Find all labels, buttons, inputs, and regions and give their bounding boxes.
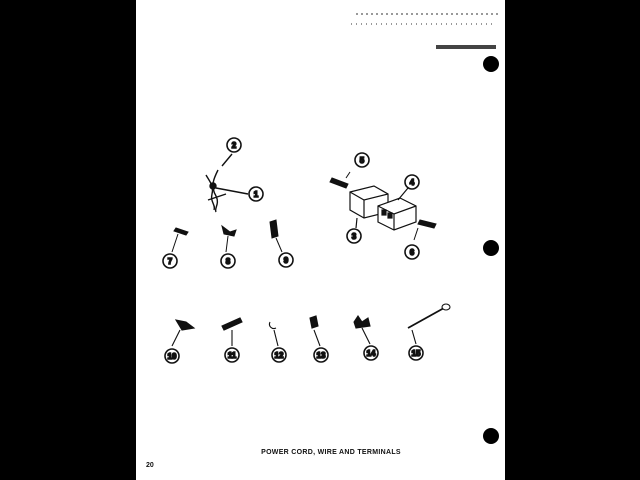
callout-label: 9 <box>283 256 289 265</box>
callout-7 <box>163 254 177 268</box>
callouts <box>163 138 423 363</box>
callout-label: 14 <box>366 349 376 358</box>
part-power-cord <box>206 154 248 212</box>
binder-hole-middle <box>483 240 499 256</box>
callout-label: 6 <box>409 248 415 257</box>
callout-12 <box>272 348 286 362</box>
diagram-page <box>136 0 505 480</box>
callout-label: 1 <box>253 190 259 199</box>
callout-9 <box>279 253 293 267</box>
callout-6 <box>405 245 419 259</box>
callout-label: 7 <box>167 257 173 266</box>
callout-label: 13 <box>316 351 326 360</box>
binder-hole-bottom <box>483 428 499 444</box>
callout-2 <box>227 138 241 152</box>
callout-label: 4 <box>409 178 415 187</box>
callout-label: 2 <box>231 141 237 150</box>
callout-11 <box>225 348 239 362</box>
callout-label: 5 <box>359 156 365 165</box>
callout-1 <box>249 187 263 201</box>
part-terminals-row3 <box>172 304 450 346</box>
callout-14 <box>364 346 378 360</box>
parts-diagram <box>136 0 505 480</box>
binder-hole-top <box>483 56 499 72</box>
callout-label: 15 <box>411 349 421 358</box>
callout-10 <box>165 349 179 363</box>
callout-label: 12 <box>274 351 284 360</box>
callout-label: 8 <box>225 257 231 266</box>
callout-5 <box>355 153 369 167</box>
scan-noise <box>351 14 501 49</box>
figure-caption: POWER CORD, WIRE AND TERMINALS <box>261 449 401 456</box>
callout-3 <box>347 229 361 243</box>
callout-8 <box>221 254 235 268</box>
part-connector-housings <box>350 186 416 230</box>
callout-13 <box>314 348 328 362</box>
callout-label: 11 <box>227 351 237 360</box>
callout-label: 3 <box>351 232 357 241</box>
callout-label: 10 <box>167 352 177 361</box>
callout-15 <box>409 346 423 360</box>
part-terminals-row2 <box>172 220 282 252</box>
callout-4 <box>405 175 419 189</box>
page-number: 20 <box>146 462 154 469</box>
